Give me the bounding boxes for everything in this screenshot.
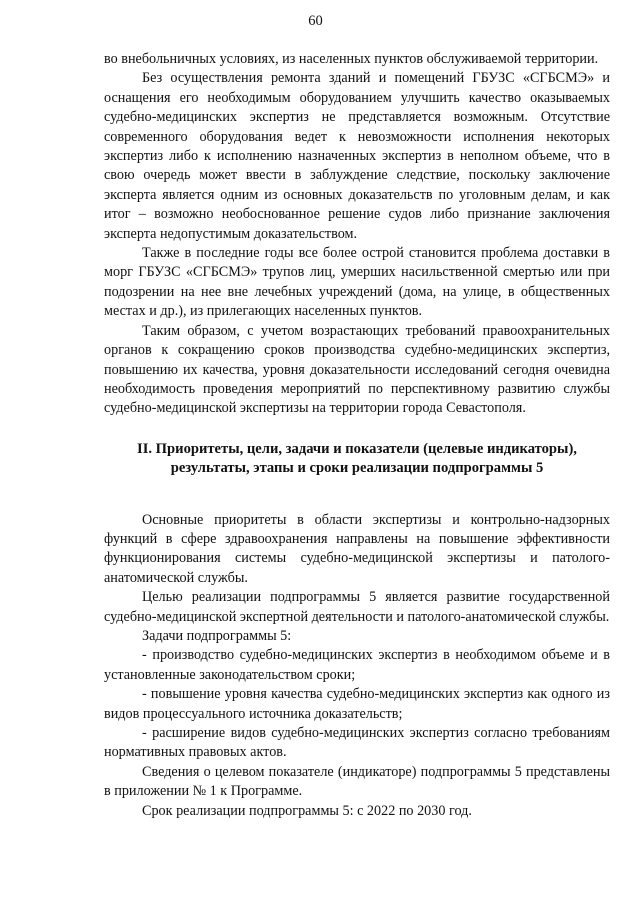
paragraph: Основные приоритеты в области экспертизы и контрольно-надзорных функций в сфере здравоохранения направлены на повышение эффективности функционирования системы судебно-медицинской экспертизы и патолого-анатомической службы. xyxy=(104,511,610,586)
paragraph: Без осуществления ремонта зданий и помещений ГБУЗС «СГБСМЭ» и оснащения его необходимым оборудованием улучшить качество оказываемых судебно-медицинских экспертиз не представляется возможным. Отсутствие современного оборудования ведет к невозможности исполнения некоторых экспертиз либо к исполнению назначенных экспертиз в неполном объеме, что в свою очередь может ввести в заблуждение следствие, поскольку заключение эксперта является одним из основных доказательств по уголовным делам, и как итог – возможно необоснованное решение судов либо признание заключения эксперта недопустимым доказательством. xyxy=(104,70,610,242)
paragraph: Таким образом, с учетом возрастающих требований правоохранительных органов к сокращению сроков производства судебно-медицинских экспертиз, повышению их качества, уровня доказательности исследований сегодня очевидна необходимость проведения мероприятий по перспективному развитию службы судебно-медицинской экспертизы на территории города Севастополя. xyxy=(104,322,610,417)
list-item: - повышение уровня качества судебно-медицинских экспертиз как одного из видов процессуального источника доказательств; xyxy=(104,686,610,722)
paragraph: Сведения о целевом показателе (индикаторе) подпрограммы 5 представлены в приложении № 1 к Программе. xyxy=(104,763,610,800)
document-body xyxy=(104,50,610,821)
list-item: - расширение видов судебно-медицинских экспертиз согласно требованиям нормативных правовых актов. xyxy=(104,725,610,761)
list-item: - производство судебно-медицинских экспертиз в необходимом объеме и в установленные законодательством сроки; xyxy=(104,647,610,683)
paragraph: Также в последние годы все более острой становится проблема доставки в морг ГБУЗС «СГБСМЭ» трупов лиц, умерших насильственной смертью или при подозрении на нее вне лечебных учреждений (дома, на улице, в общественных местах и др.), из прилегающих населенных пунктов. xyxy=(104,245,610,320)
page-number: 60 xyxy=(308,13,323,29)
paragraph: во внебольничных условиях, из населенных пунктов обслуживаемой территории. xyxy=(104,51,599,67)
section-heading: II. Приоритеты, цели, задачи и показатели (целевые индикаторы), результаты, этапы и сроки реализации подпрограммы 5 xyxy=(137,440,577,477)
paragraph: Срок реализации подпрограммы 5: с 2022 по 2030 год. xyxy=(142,802,472,819)
paragraph: Целью реализации подпрограммы 5 является развитие государственной судебно-медицинской экспертной деятельности и патолого-анатомической службы. xyxy=(104,589,610,625)
paragraph: Задачи подпрограммы 5: xyxy=(142,627,292,644)
